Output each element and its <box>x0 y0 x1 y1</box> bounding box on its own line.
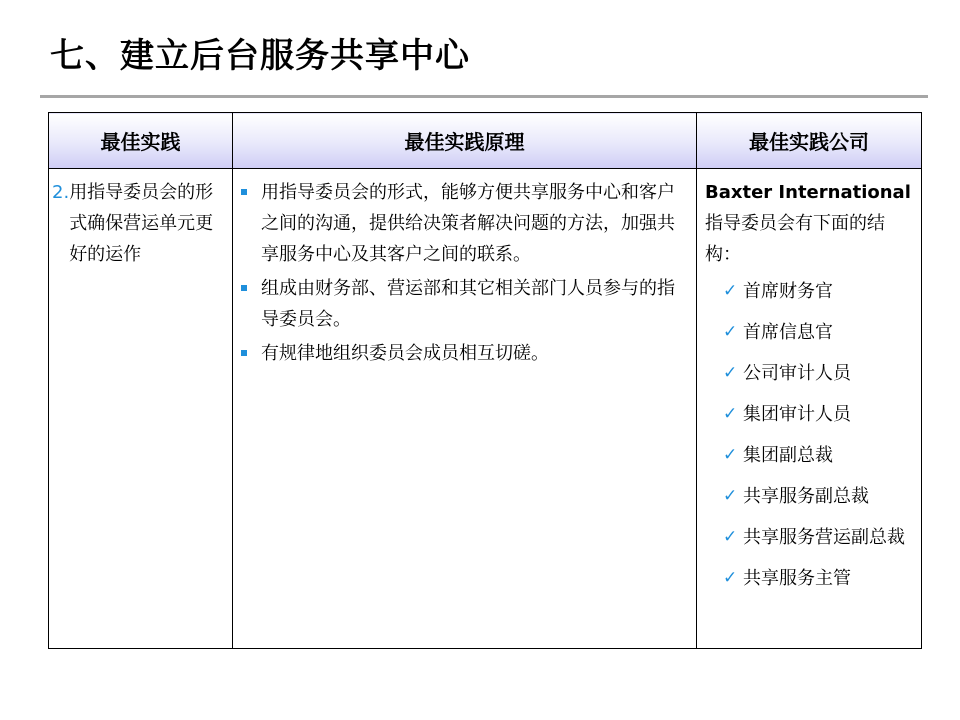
principle-item <box>239 177 690 270</box>
check-icon: ✓ <box>723 486 738 506</box>
check-icon: ✓ <box>723 281 738 301</box>
practice-cell <box>49 169 233 649</box>
list-item: ✓ 集团审计人员 <box>705 399 917 430</box>
company-cell <box>697 169 922 649</box>
header-best-practice: 最佳实践 <box>49 113 233 169</box>
list-item: ✓ 共享服务主管 <box>705 563 917 594</box>
principle-text: 有规律地组织委员会成员相互切磋。 <box>261 343 549 364</box>
practice-text: 用指导委员会的形式确保营运单元更好的运作 <box>69 182 214 265</box>
header-company: 最佳实践公司 <box>697 113 922 169</box>
check-icon: ✓ <box>723 322 738 342</box>
list-item: ✓ 集团副总裁 <box>705 440 917 471</box>
company-name: Baxter International <box>705 182 911 203</box>
square-bullet-icon <box>239 177 261 270</box>
table-row <box>49 169 922 649</box>
header-principle: 最佳实践原理 <box>233 113 697 169</box>
check-icon: ✓ <box>723 527 738 547</box>
best-practice-table <box>48 112 922 649</box>
practice-number: 2. <box>52 182 70 203</box>
company-intro <box>705 177 917 270</box>
principle-item <box>239 273 690 335</box>
check-icon: ✓ <box>723 568 738 588</box>
table-header-row <box>49 113 922 169</box>
principle-cell <box>233 169 697 649</box>
check-icon: ✓ <box>723 363 738 383</box>
square-bullet-icon <box>239 273 261 335</box>
list-item: ✓ 公司审计人员 <box>705 358 917 389</box>
list-item: ✓ 共享服务副总裁 <box>705 481 917 512</box>
title-divider <box>40 95 928 98</box>
company-intro-text: 指导委员会有下面的结构： <box>705 213 885 265</box>
list-item: ✓ 共享服务营运副总裁 <box>705 522 917 553</box>
principle-text: 用指导委员会的形式，能够方便共享服务中心和客户之间的沟通，提供给决策者解决问题的方法，加强共享服务中心及其客户之间的联系。 <box>261 182 675 265</box>
square-bullet-icon <box>239 338 261 369</box>
slide-title: 七、建立后台服务共享中心 <box>50 36 470 76</box>
list-item: ✓ 首席信息官 <box>705 317 917 348</box>
check-icon: ✓ <box>723 404 738 424</box>
check-icon: ✓ <box>723 445 738 465</box>
principle-text: 组成由财务部、营运部和其它相关部门人员参与的指导委员会。 <box>261 278 675 330</box>
list-item: ✓ 首席财务官 <box>705 276 917 307</box>
principle-item <box>239 338 690 369</box>
